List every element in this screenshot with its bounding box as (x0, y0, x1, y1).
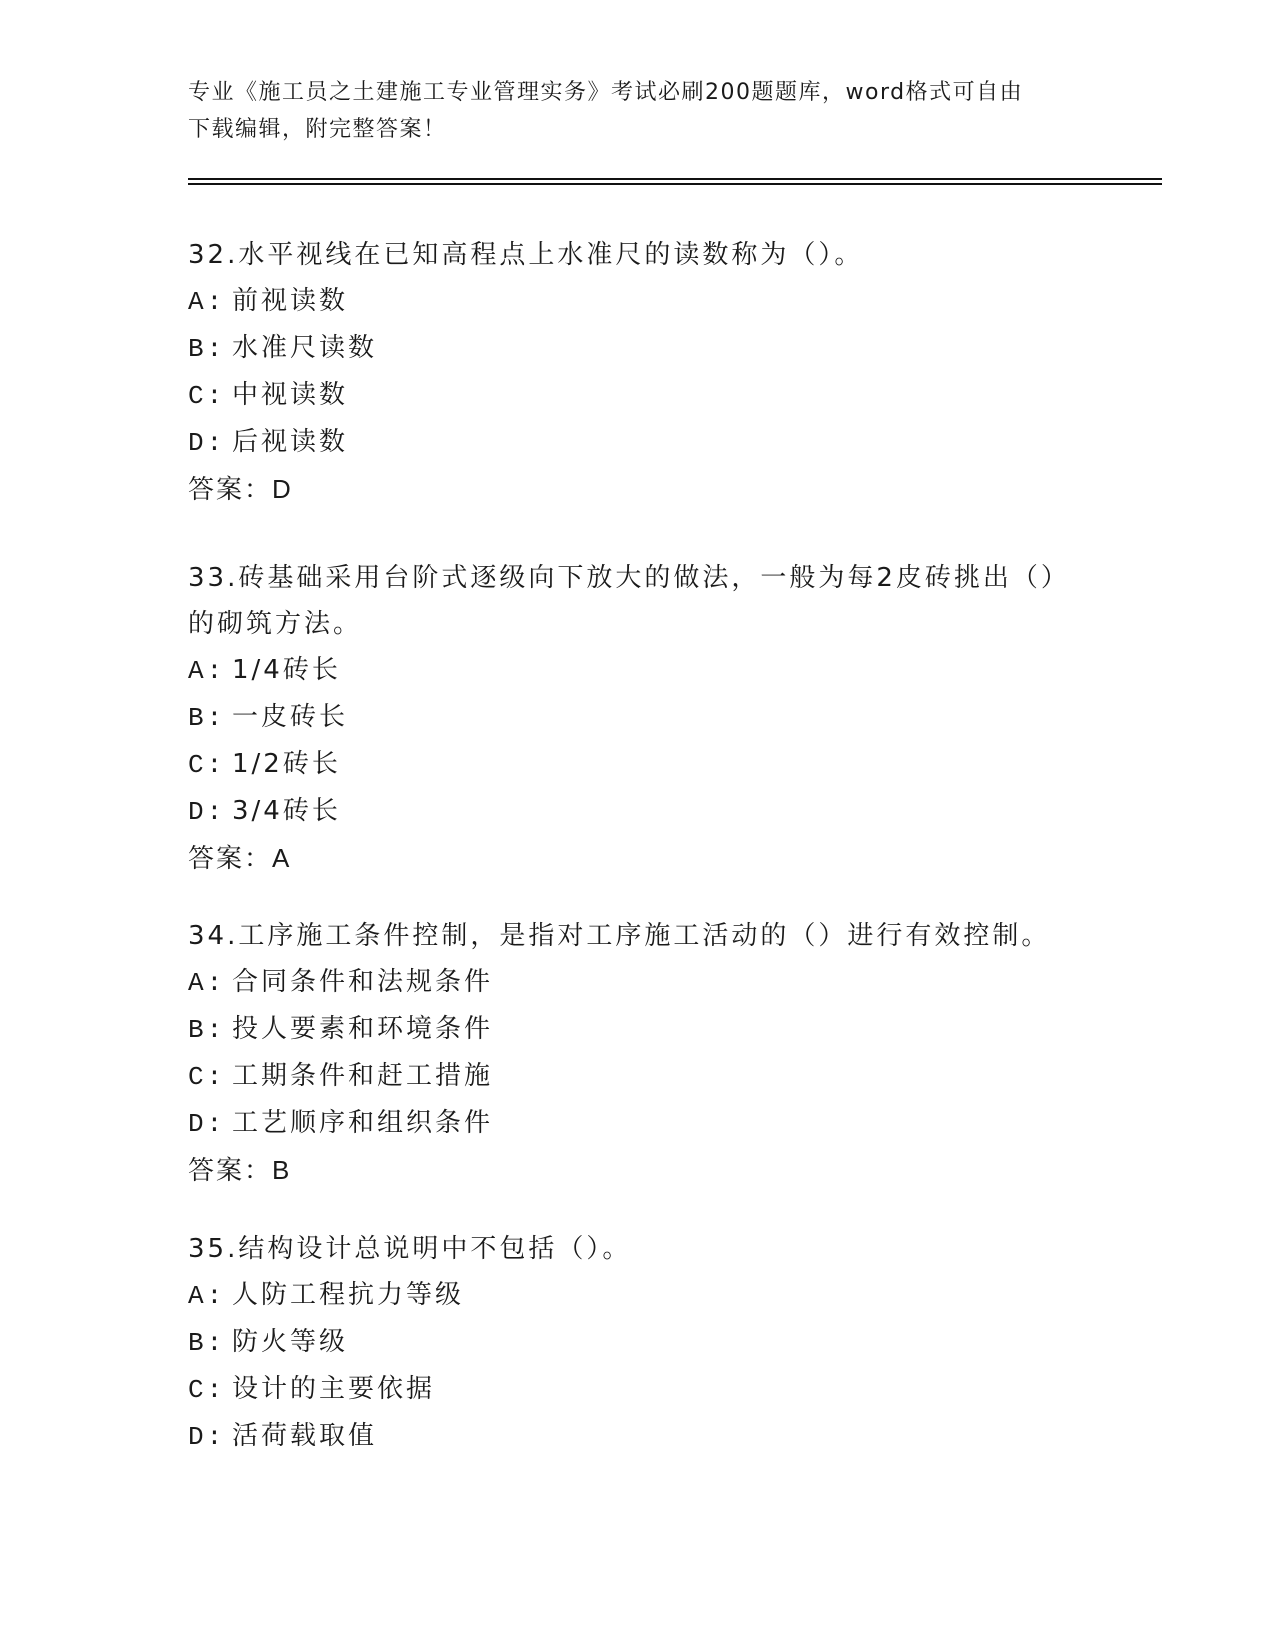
option-letter: D: (188, 797, 226, 827)
option-d (188, 788, 1088, 835)
option-text: 1/2砖长 (232, 749, 341, 779)
option-c (188, 741, 1088, 788)
header-line-1: 专业《施工员之土建施工专业管理实务》考试必刷200题题库，word格式可自由 (188, 80, 1024, 105)
question-35 (188, 1226, 1088, 1460)
option-text: 中视读数 (232, 380, 349, 410)
answer-label: 答案： (188, 475, 273, 505)
option-c (188, 372, 1088, 419)
option-a (188, 647, 1088, 694)
question-stem: 35.结构设计总说明中不包括（）。 (188, 1234, 632, 1264)
option-letter: B: (188, 1015, 226, 1045)
option-letter: A: (188, 656, 226, 686)
option-letter: A: (188, 968, 226, 998)
option-letter: B: (188, 334, 226, 364)
option-text: 3/4砖长 (232, 796, 341, 826)
option-text: 工艺顺序和组织条件 (232, 1108, 494, 1138)
option-d (188, 419, 1088, 466)
document-header (188, 74, 1088, 148)
option-letter: A: (188, 287, 226, 317)
option-b (188, 1006, 1088, 1053)
question-stem-continued: 的砌筑方法。 (188, 609, 363, 639)
option-letter: A: (188, 1281, 226, 1311)
option-letter: C: (188, 750, 226, 780)
option-c (188, 1053, 1088, 1100)
option-text: 水准尺读数 (232, 333, 378, 363)
answer-line (188, 466, 1088, 513)
option-text: 后视读数 (232, 427, 349, 457)
question-32 (188, 232, 1088, 513)
option-d (188, 1100, 1088, 1147)
option-letter: D: (188, 1109, 226, 1139)
option-text: 一皮砖长 (232, 702, 349, 732)
answer-line (188, 1147, 1088, 1194)
answer-label: 答案： (188, 1156, 273, 1186)
option-text: 投人要素和环境条件 (232, 1014, 494, 1044)
option-letter: B: (188, 703, 226, 733)
option-text: 工期条件和赶工措施 (232, 1061, 494, 1091)
option-text: 前视读数 (232, 286, 349, 316)
option-letter: C: (188, 1062, 226, 1092)
option-b (188, 325, 1088, 372)
question-stem: 34.工序施工条件控制，是指对工序施工活动的（）进行有效控制。 (188, 921, 1051, 951)
option-a (188, 278, 1088, 325)
question-33 (188, 555, 1088, 882)
header-divider-top (188, 178, 1162, 180)
option-text: 1/4砖长 (232, 655, 341, 685)
header-divider-bottom (188, 183, 1162, 185)
option-letter: B: (188, 1328, 226, 1358)
option-a (188, 959, 1088, 1006)
option-a (188, 1272, 1088, 1319)
answer-value: D (272, 474, 293, 504)
option-b (188, 694, 1088, 741)
option-b (188, 1319, 1088, 1366)
option-c (188, 1366, 1088, 1413)
option-letter: D: (188, 428, 226, 458)
option-text: 活荷载取值 (232, 1421, 378, 1451)
option-letter: D: (188, 1422, 226, 1452)
question-34 (188, 913, 1088, 1194)
answer-value: B (272, 1155, 292, 1185)
answer-value: A (272, 843, 292, 873)
option-text: 合同条件和法规条件 (232, 967, 494, 997)
option-text: 人防工程抗力等级 (232, 1280, 465, 1310)
answer-line (188, 835, 1088, 882)
option-letter: C: (188, 1375, 226, 1405)
answer-label: 答案： (188, 844, 273, 874)
option-text: 防火等级 (232, 1327, 349, 1357)
option-text: 设计的主要依据 (232, 1374, 436, 1404)
question-stem: 33.砖基础采用台阶式逐级向下放大的做法，一般为每2皮砖挑出（） (188, 563, 1070, 593)
header-line-2: 下载编辑，附完整答案！ (188, 117, 447, 142)
option-letter: C: (188, 381, 226, 411)
option-d (188, 1413, 1088, 1460)
question-stem: 32.水平视线在已知高程点上水准尺的读数称为（）。 (188, 240, 864, 270)
